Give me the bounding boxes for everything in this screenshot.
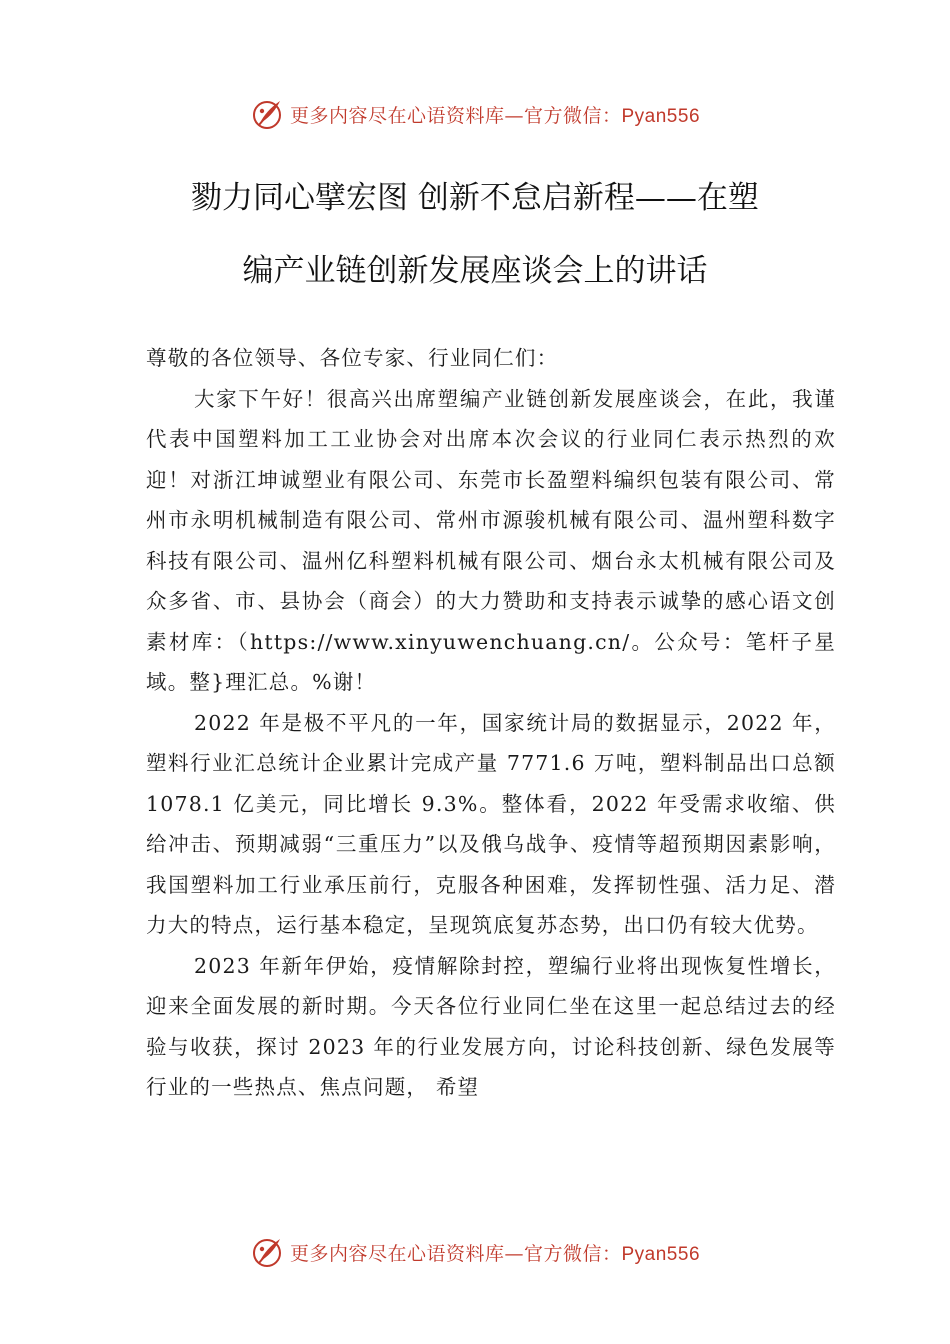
quill-logo-icon: [250, 97, 284, 131]
header-banner-text: [290, 101, 700, 128]
footer-banner: [250, 1235, 700, 1269]
title-line-1: 勠力同心擘宏图 创新不怠启新程——在塑: [191, 180, 759, 216]
paragraph-2: 2022 年是极不平凡的一年，国家统计局的数据显示，2022 年，塑料行业汇总统计企业累计完成产量 7771.6 万吨，塑料制品出口总额 1078.1 亿美元，同比增长 9.3%。整体看，2022 年受需求收缩、供给冲击、预期减弱“三重压力”以及俄乌战争、疫情等超预期因素影响，我国塑料加工行业承压前行，克服各种困难，发挥韧性强、活力足、潜力大的特点，运行基本稳定，呈现筑底复苏态势，出口仍有较大优势。: [146, 710, 836, 937]
header-wechat-id: Pyan556: [621, 105, 701, 127]
salutation: 尊敬的各位领导、各位专家、行业同仁们：: [146, 346, 559, 370]
paragraph-1: 大家下午好！很高兴出席塑编产业链创新发展座谈会，在此，我谨代表中国塑料加工工业协会对出席本次会议的行业同仁表示热烈的欢迎！对浙江坤诚塑业有限公司、东莞市长盈塑料编织包装有限公司、常州市永明机械制造有限公司、常州市源骏机械有限公司、温州塑科数字科技有限公司、温州亿科塑料机械有限公司、烟台永太机械有限公司及众多省、市、县协会（商会）的大力赞助和支持表示诚挚的感心语文创素材库：（https://www.xinyuwenchuang.cn/。公众号：笔杆子星域。整}理汇总。%谢！: [146, 386, 836, 694]
footer-banner-label: 更多内容尽在心语资料库—官方微信：: [289, 1242, 622, 1265]
footer-wechat-id: Pyan556: [621, 1243, 701, 1265]
document-body: [146, 338, 836, 1108]
footer-banner-text: [290, 1239, 700, 1266]
page-header: [0, 94, 950, 134]
header-banner: [250, 97, 700, 131]
page-footer: [0, 1232, 950, 1272]
title-line-2: 编产业链创新发展座谈会上的讲话: [242, 253, 708, 289]
document-title: [60, 180, 890, 289]
header-banner-label: 更多内容尽在心语资料库—官方微信：: [289, 104, 622, 127]
paragraph-3: 2023 年新年伊始，疫情解除封控，塑编行业将出现恢复性增长，迎来全面发展的新时期。今天各位行业同仁坐在这里一起总结过去的经验与收获，探讨 2023 年的行业发展方向，讨论科技创新、绿色发展等行业的一些热点、焦点问题， 希望: [146, 953, 836, 1099]
quill-logo-icon: [250, 1235, 284, 1269]
